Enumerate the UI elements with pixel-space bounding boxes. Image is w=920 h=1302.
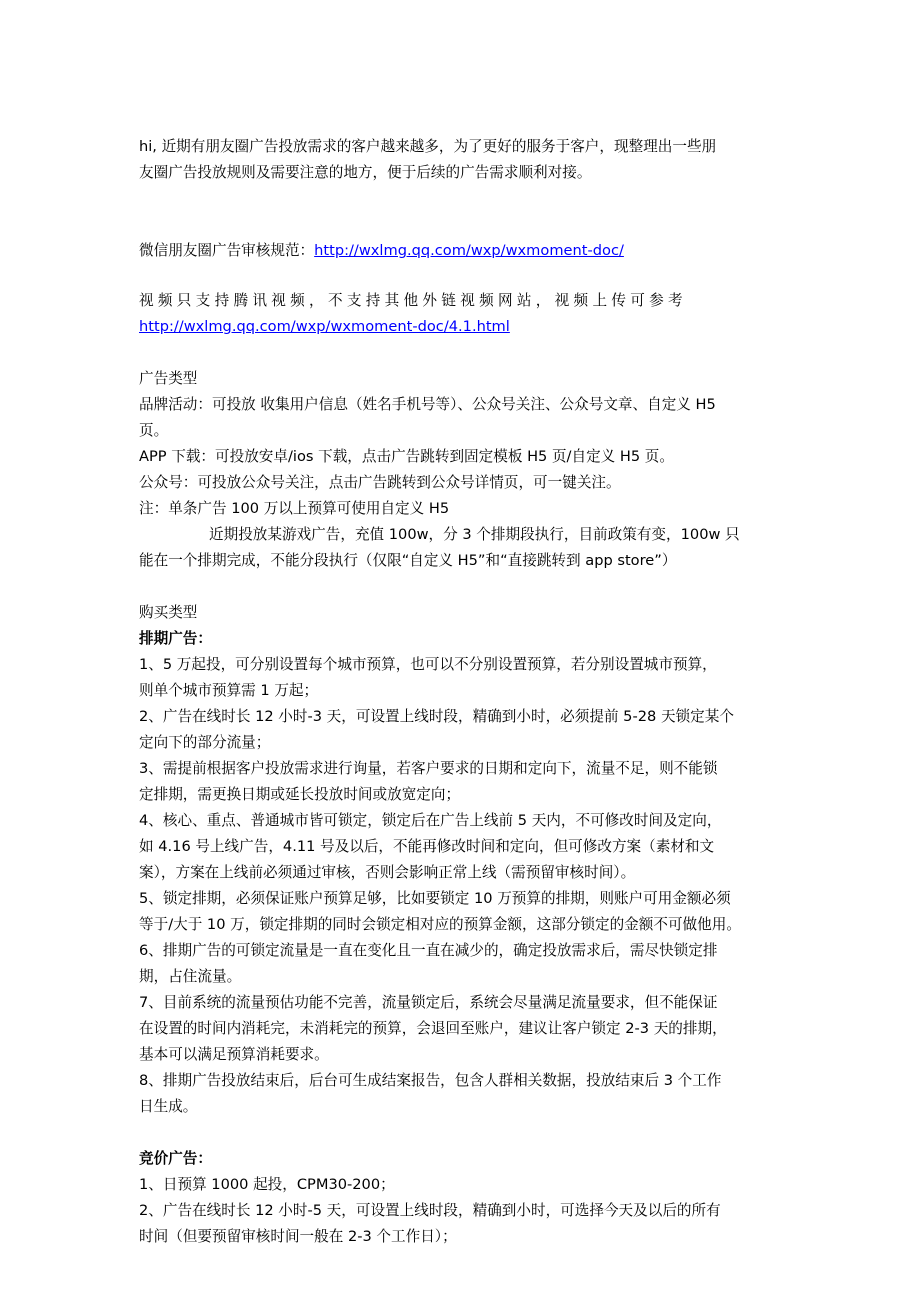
- intro-line-2: 友圈广告投放规则及需要注意的地方，便于后续的广告需求顺利对接。: [139, 164, 592, 181]
- list-item: 定排期，需更换日期或延长投放时间或放宽定向；: [139, 786, 461, 803]
- spacer: [139, 186, 784, 238]
- list-item: 3、需提前根据客户投放需求进行询量，若客户要求的日期和定向下，流量不足，则不能锁: [139, 760, 718, 777]
- spacer: [139, 340, 784, 366]
- list-item: 基本可以满足预算消耗要求。: [139, 1046, 329, 1063]
- custom-h5-note: 注：单条广告 100 万以上预算可使用自定义 H5: [139, 500, 450, 517]
- list-item: 1、5 万起投，可分别设置每个城市预算，也可以不分别设置预算，若分别设置城市预算，: [139, 656, 717, 673]
- review-spec-link[interactable]: http://wxlmg.qq.com/wxp/wxmoment-doc/: [314, 242, 624, 259]
- game-case-line-2: 能在一个排期完成，不能分段执行（仅限“自定义 H5”和“直接跳转到 app store”）: [139, 552, 677, 569]
- list-item: 如 4.16 号上线广告，4.11 号及以后，不能再修改时间和定向，但可修改方案（素材和文: [139, 838, 715, 855]
- video-upload-link[interactable]: http://wxlmg.qq.com/wxp/wxmoment-doc/4.1.html: [139, 318, 510, 335]
- spacer: [139, 264, 784, 288]
- list-item: 1、日预算 1000 起投，CPM30-200；: [139, 1176, 395, 1193]
- spacer: [139, 574, 784, 600]
- document-page: [139, 134, 784, 1250]
- review-spec-line: [139, 238, 784, 264]
- list-item: 则单个城市预算需 1 万起；: [139, 682, 319, 699]
- list-item: 2、广告在线时长 12 小时-3 天，可设置上线时段，精确到小时，必须提前 5-28 天锁定某个: [139, 708, 734, 725]
- list-item: 等于/大于 10 万，锁定排期的同时会锁定相对应的预算金额，这部分锁定的金额不可做他用。: [139, 916, 741, 933]
- intro-line-1: hi, 近期有朋友圈广告投放需求的客户越来越多，为了更好的服务于客户，现整理出一些朋: [139, 138, 717, 155]
- review-spec-label: 微信朋友圈广告审核规范：: [139, 242, 315, 259]
- purchase-types-heading: 购买类型: [139, 604, 198, 621]
- list-item: 8、排期广告投放结束后，后台可生成结案报告，包含人群相关数据，投放结束后 3 个工作: [139, 1072, 722, 1089]
- brand-activity-line-2: 页。: [139, 422, 169, 439]
- game-case-line-1: 近期投放某游戏广告，充值 100w，分 3 个排期段执行，目前政策有变，100w 只: [209, 526, 740, 543]
- list-item: 日生成。: [139, 1098, 198, 1115]
- spacer: [139, 1120, 784, 1146]
- official-account-line: 公众号：可投放公众号关注，点击广告跳转到公众号详情页，可一键关注。: [139, 474, 621, 491]
- schedule-ads-list: [139, 652, 784, 1120]
- list-item: 案），方案在上线前必须通过审核，否则会影响正常上线（需预留审核时间）。: [139, 864, 636, 881]
- list-item: 2、广告在线时长 12 小时-5 天，可设置上线时段，精确到小时，可选择今天及以后的所有: [139, 1202, 721, 1219]
- video-link-line: [139, 314, 784, 340]
- list-item: 5、锁定排期，必须保证账户预算足够，比如要锁定 10 万预算的排期，则账户可用金额必须: [139, 890, 731, 907]
- list-item: 4、核心、重点、普通城市皆可锁定，锁定后在广告上线前 5 天内，不可修改时间及定向，: [139, 812, 722, 829]
- bidding-ads-list: [139, 1172, 784, 1250]
- list-item: 期，占住流量。: [139, 968, 242, 985]
- video-note-line: 视频只支持腾讯视频，不支持其他外链视频网站，视频上传可参考: [139, 292, 687, 309]
- list-item: 时间（但要预留审核时间一般在 2-3 个工作日）；: [139, 1228, 457, 1245]
- ad-types-heading: 广告类型: [139, 370, 198, 387]
- bidding-ads-title: 竞价广告：: [139, 1150, 212, 1167]
- list-item: 7、目前系统的流量预估功能不完善，流量锁定后，系统会尽量满足流量要求，但不能保证: [139, 994, 718, 1011]
- app-download-line: APP 下载：可投放安卓/ios 下载，点击广告跳转到固定模板 H5 页/自定义 H5 页。: [139, 448, 674, 465]
- list-item: 定向下的部分流量；: [139, 734, 271, 751]
- list-item: 在设置的时间内消耗完，未消耗完的预算，会退回至账户，建议让客户锁定 2-3 天的排期，: [139, 1020, 727, 1037]
- list-item: 6、排期广告的可锁定流量是一直在变化且一直在减少的，确定投放需求后，需尽快锁定排: [139, 942, 718, 959]
- brand-activity-line-1: 品牌活动：可投放 收集用户信息（姓名手机号等）、公众号关注、公众号文章、自定义 H5: [139, 396, 716, 413]
- schedule-ads-title: 排期广告：: [139, 630, 212, 647]
